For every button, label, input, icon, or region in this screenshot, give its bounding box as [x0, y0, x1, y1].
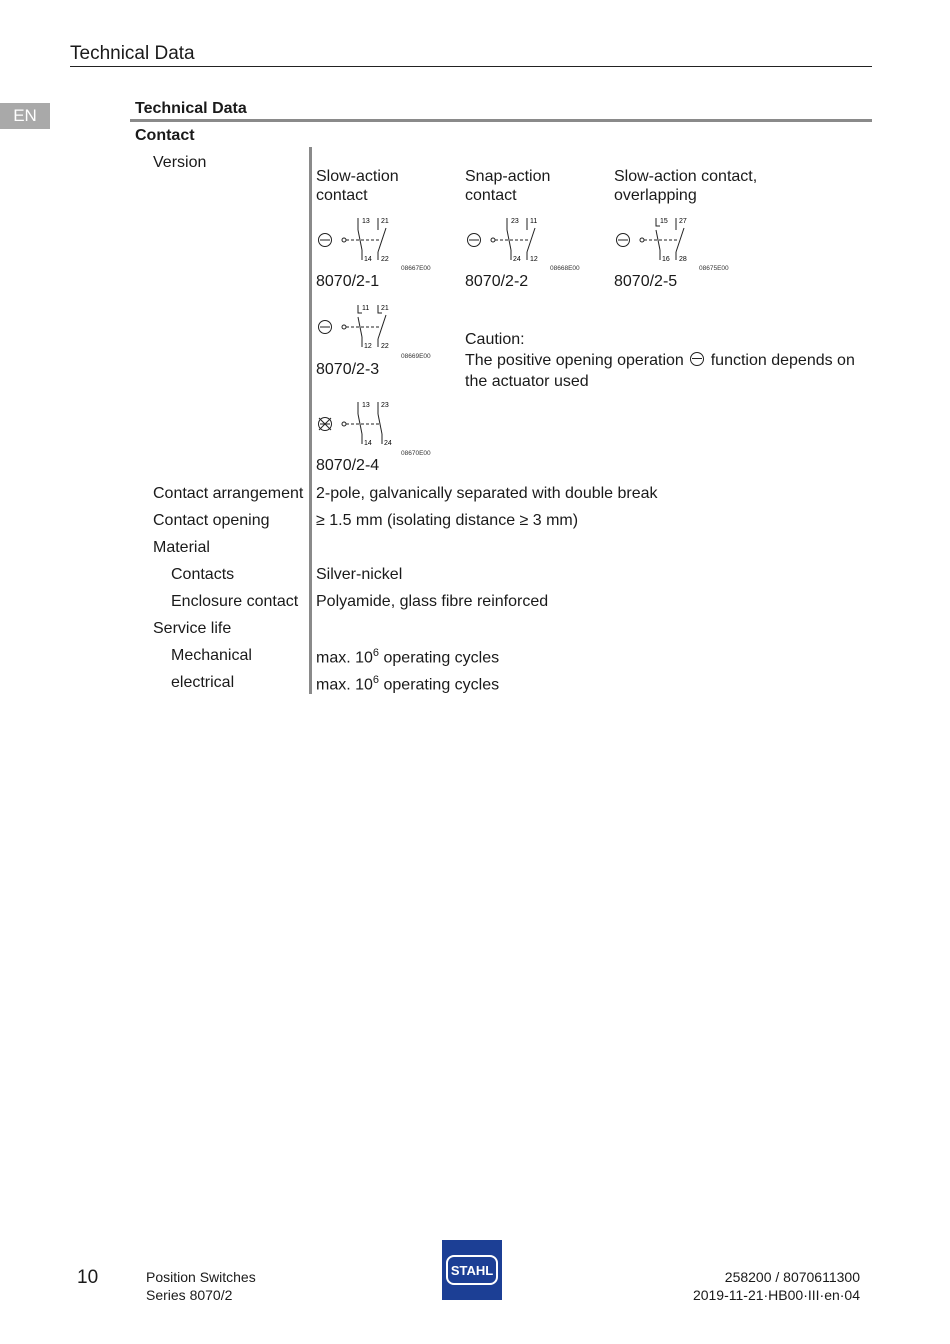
code-8070-2-1: 8070/2-1: [316, 273, 380, 290]
terminal-label: 12: [364, 343, 372, 350]
caution-note: [465, 329, 865, 392]
terminal-label: 13: [362, 402, 370, 409]
row-label-enclosure-contact: Enclosure contact: [171, 593, 299, 610]
terminal-label: 24: [384, 440, 392, 447]
caution-title: Caution:: [465, 331, 525, 348]
figure-number: 08668E00: [550, 265, 580, 272]
terminal-label: 22: [381, 256, 389, 263]
row-value-contact-arrangement: 2-pole, galvanically separated with double break: [316, 485, 658, 502]
row-label-contact-arrangement: Contact arrangement: [153, 485, 304, 502]
terminal-label: 21: [381, 218, 389, 225]
stahl-logo: [442, 1240, 502, 1300]
terminal-label: 14: [364, 256, 372, 263]
row-value-contacts: Silver-nickel: [316, 566, 403, 583]
heading-snap-action: Snap-action contact: [465, 168, 551, 204]
row-value-mechanical: max. $10^6$ operating cycles: [316, 647, 500, 667]
page-header-title: Technical Data: [70, 43, 195, 64]
row-label-contacts: Contacts: [171, 566, 235, 583]
code-8070-2-4: 8070/2-4: [316, 457, 380, 474]
version-label: Version: [153, 154, 207, 171]
terminal-label: 13: [362, 218, 370, 225]
terminal-label: 24: [513, 256, 521, 263]
terminal-label: 12: [530, 256, 538, 263]
figure-number: 08670E00: [401, 450, 431, 457]
footer-product: Position Switches Series 8070/2: [146, 1269, 256, 1303]
row-value-contact-opening: ≥ 1.5 mm (isolating distance ≥ 3 mm): [316, 512, 579, 529]
heading-slow-action: Slow-action contact: [316, 168, 399, 204]
terminal-label: 15: [660, 218, 668, 225]
code-8070-2-5: 8070/2-5: [614, 273, 678, 290]
row-label-material: Material: [153, 539, 210, 556]
language-tab: EN: [0, 103, 50, 129]
logo-text: STAHL: [450, 1263, 494, 1278]
caution-text-before: The positive opening operation: [465, 352, 684, 369]
terminal-label: 23: [381, 402, 389, 409]
contact-diagram-8070-2-2: [465, 214, 545, 264]
figure-number: 08675E00: [699, 265, 729, 272]
contact-diagram-8070-2-3: [316, 301, 396, 351]
caution-text-after: function depends on the actuator used: [465, 352, 855, 390]
table-column-divider: [309, 147, 312, 694]
row-value-enclosure-contact: Polyamide, glass fibre reinforced: [316, 593, 549, 610]
section-title: Technical Data: [135, 100, 247, 117]
positive-opening-icon: [690, 352, 704, 366]
code-8070-2-3: 8070/2-3: [316, 361, 380, 378]
terminal-label: 21: [381, 305, 389, 312]
heading-slow-action-overlapping: Slow-action contact, overlapping: [614, 168, 758, 204]
row-value-electrical: max. $10^6$ operating cycles: [316, 674, 500, 694]
terminal-label: 16: [662, 256, 670, 263]
row-label-contact-opening: Contact opening: [153, 512, 270, 529]
row-label-electrical: electrical: [171, 674, 235, 691]
terminal-label: 11: [362, 305, 370, 312]
section-divider: [130, 119, 872, 122]
contact-diagram-8070-2-1: [316, 214, 396, 264]
row-label-service-life: Service life: [153, 620, 232, 637]
terminal-label: 28: [679, 256, 687, 263]
terminal-label: 22: [381, 343, 389, 350]
terminal-label: 11: [530, 218, 538, 225]
row-label-mechanical: Mechanical: [171, 647, 252, 664]
code-8070-2-2: 8070/2-2: [465, 273, 529, 290]
footer-doc-info: 258200 / 8070611300 2019-11-21·HB00·III·en·04: [692, 1269, 860, 1303]
terminal-label: 14: [364, 440, 372, 447]
terminal-label: 23: [511, 218, 519, 225]
figure-number: 08667E00: [401, 265, 431, 272]
group-title: Contact: [135, 127, 195, 144]
header-divider: [70, 66, 872, 67]
contact-diagram-8070-2-4: [316, 398, 396, 448]
page-number: 10: [77, 1267, 99, 1288]
contact-diagram-8070-2-5: [614, 214, 694, 264]
figure-number: 08669E00: [401, 353, 431, 360]
terminal-label: 27: [679, 218, 687, 225]
